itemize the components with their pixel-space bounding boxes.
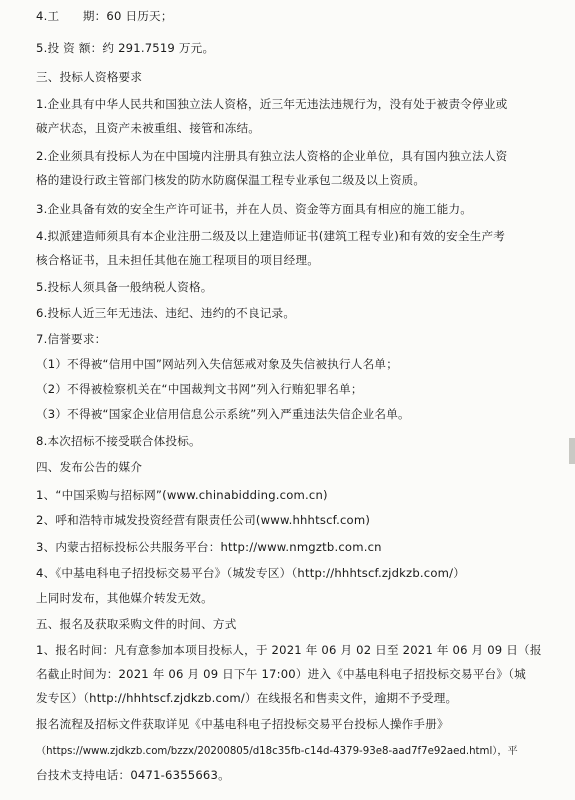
- registration-time-line-1: 1、报名时间：凡有意参加本项目投标人，于 2021 年 06 月 02 日至 2021 年 06 月 09 日（报: [36, 643, 542, 657]
- credit-requirement-1: （1）不得被“信用中国”网站列入失信惩戒对象及失信被执行人名单；: [36, 357, 399, 371]
- registration-time-line-2: 名截止时间为：2021 年 06 月 09 日下午 17:00）进入《中基电科电子招投标交易平台》（城: [36, 667, 526, 681]
- credit-requirement-3: （3）不得被“国家企业信用信息公示系统”列入严重违法失信企业名单。: [36, 407, 410, 421]
- work-period-line: 4.工 期：60 日历天；: [36, 9, 173, 23]
- registration-time-line-3: 发专区）（http://hhhtscf.zjdkzb.com/）在线报名和售卖文件，逾期不予受理。: [36, 691, 458, 705]
- registration-process-line-1: 报名流程及招标文件获取详见《中基电科电子招投标交易平台投标人操作手册》: [36, 717, 449, 731]
- media-item-2: 2、呼和浩特市城发投资经营有限责任公司(www.hhhtscf.com): [36, 513, 371, 527]
- qualification-2-line-1: 2.企业须具有投标人为在中国境内注册具有独立法人资格的企业单位，具有国内独立法人资: [36, 149, 508, 163]
- media-item-1: 1、“中国采购与招标网”(www.chinabidding.com.cn): [36, 488, 328, 502]
- media-item-3: 3、内蒙古招标投标公共服务平台：http://www.nmgztb.com.cn: [36, 540, 382, 554]
- qualification-4-line-1: 4.拟派建造师须具有本企业注册二级及以上建造师证书(建筑工程专业)和有效的安全生产考: [36, 229, 506, 243]
- qualification-1-line-1: 1.企业具有中华人民共和国独立法人资格，近三年无违法违规行为，没有处于被责令停业或: [36, 97, 508, 111]
- registration-process-line-3: 台技术支持电话：0471-6355663。: [36, 768, 230, 782]
- qualification-4-line-2: 核合格证书，且未担任其他在施工程项目的项目经理。: [36, 253, 320, 267]
- qualification-3-line: 3.企业具备有效的安全生产许可证书，并在人员、资金等方面具有相应的施工能力。: [36, 202, 473, 216]
- qualification-5-line: 5.投标人须具备一般纳税人资格。: [36, 280, 213, 294]
- qualification-8-line: 8.本次招标不接受联合体投标。: [36, 434, 201, 448]
- media-item-4: 4、《中基电科电子招投标交易平台》（城发专区）（http://hhhtscf.zjdkzb.com/）: [36, 566, 466, 580]
- credit-requirement-2: （2）不得被检察机关在“中国裁判文书网”列入行贿犯罪名单；: [36, 382, 363, 396]
- scan-edge-mark: [569, 438, 575, 464]
- qualification-7-heading: 7.信誉要求：: [36, 332, 107, 346]
- section-4-heading: 四、发布公告的媒介: [36, 460, 143, 474]
- section-3-heading: 三、投标人资格要求: [36, 70, 143, 84]
- qualification-6-line: 6.投标人近三年无违法、违纪、违约的不良记录。: [36, 306, 296, 320]
- qualification-2-line-2: 格的建设行政主管部门核发的防水防腐保温工程专业承包二级及以上资质。: [36, 173, 426, 187]
- registration-process-line-2: （https://www.zjdkzb.com/bzzx/20200805/d18c35fb-c14d-4379-93e8-aad7f7e92aed.html），平: [36, 746, 518, 757]
- investment-line: 5.投 资 额：约 291.7519 万元。: [36, 41, 215, 55]
- qualification-1-line-2: 破产状态，且资产未被重组、接管和冻结。: [36, 121, 261, 135]
- section-5-heading: 五、报名及获取采购文件的时间、方式: [36, 617, 237, 631]
- media-note-line: 上同时发布，其他媒介转发无效。: [36, 591, 213, 605]
